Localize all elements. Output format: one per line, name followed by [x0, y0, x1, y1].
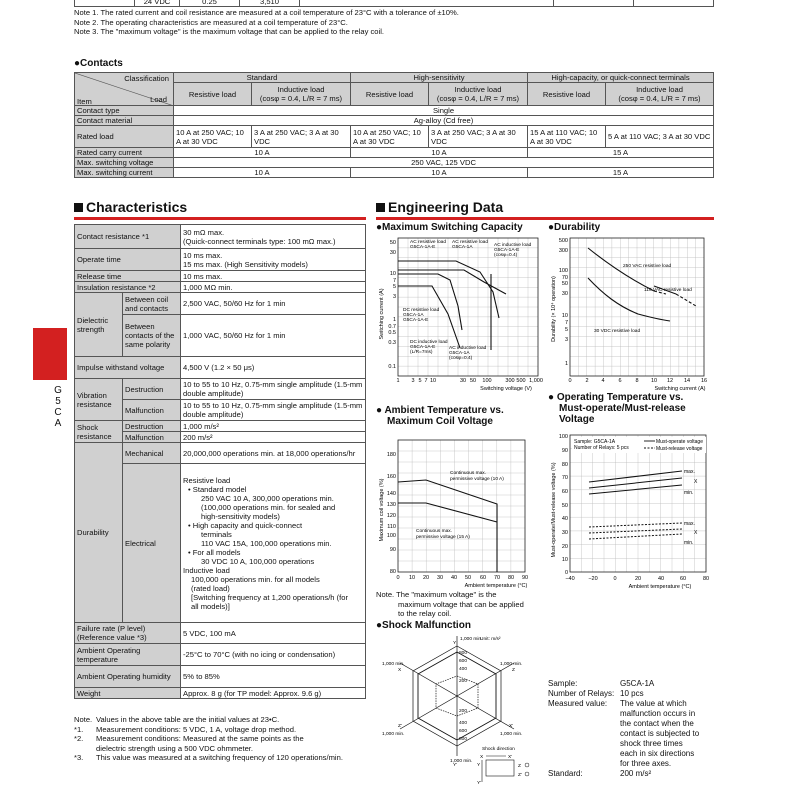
characteristics-notes — [74, 715, 374, 763]
msc-ytick: 0.1 — [388, 364, 396, 370]
dur-ytick: 10 — [561, 313, 568, 319]
shock-letter: Y — [453, 641, 457, 646]
shock-tick: 600 — [459, 729, 468, 734]
carry-hs: 10 A — [351, 148, 528, 158]
shock-tick: 400 — [459, 721, 468, 726]
char-note: *3. This value was measured at a switching frequency of 120 operations/min. — [74, 753, 343, 762]
shock-unit: Unit: m/s² — [480, 637, 501, 642]
dur-curve-30vdc — [588, 278, 670, 321]
msc-y-label: Switching current (A) — [379, 288, 385, 340]
shock-measured-label: Measured value: — [548, 699, 608, 708]
dur-xtick: 4 — [601, 378, 605, 384]
max-voltage-value: 250 VAC, 125 VDC — [174, 158, 714, 168]
dur-grid — [570, 238, 704, 376]
shock-letter: Z — [512, 668, 515, 673]
char-note: dielectric strength using a 500 VDC ohmmeter. — [96, 743, 254, 753]
msc-xtick: 5 — [418, 378, 422, 384]
op-mark: max. — [684, 469, 695, 475]
msc-ytick: 50 — [389, 240, 396, 246]
op-ytick: 80 — [561, 462, 568, 468]
char-note: Note. Values in the above table are the initial values at 23•C. — [74, 715, 280, 724]
shock-axis-label: 1,000 min. — [500, 732, 523, 737]
char-shock-destruction: Destruction — [123, 421, 181, 432]
op-sample: Sample: G5CA-1A — [574, 439, 616, 445]
shock-letter: Y' — [453, 763, 458, 768]
shock-letter: X — [398, 668, 402, 673]
shock-dir-letter: Y — [477, 763, 481, 768]
op-xtick: 80 — [702, 576, 710, 582]
shock-dir-dot-icon — [525, 763, 529, 767]
contacts-corner-cell — [75, 73, 174, 106]
msc-ytick: 0.3 — [388, 340, 396, 346]
carry-std: 10 A — [174, 148, 351, 158]
msc-annotation: AC resistive load — [410, 240, 446, 245]
char-note: *1. Measurement conditions: 5 VDC, 1 A, voltage drop method. — [74, 724, 297, 734]
header-classification: Classification — [124, 74, 169, 83]
op-legend-operate: Must-operate voltage — [656, 439, 703, 445]
char-ambient-temp-value: -25°C to 70°C (with no icing or condensation) — [181, 644, 366, 666]
amb-grid — [398, 440, 525, 572]
shock-measured-value: The value at which malfunction occurs in the contact when the contact is subjected to shock three times each in six directions for three axes. — [620, 699, 700, 768]
inductive-load-header: Inductive load (cosφ = 0.4, L/R = 7 ms) — [606, 83, 714, 106]
ambient-chart — [376, 430, 546, 590]
amb-x-label: Ambient temperature (°C) — [464, 583, 528, 589]
msc-annotation: G5CA-1A-E — [403, 318, 429, 323]
dur-ytick: 30 — [561, 291, 568, 297]
rated-load-std-ind: 3 A at 250 VAC; 3 A at 30 VDC — [252, 126, 351, 148]
shock-dir-letter: Z — [518, 764, 521, 769]
row-max-voltage: Max. switching voltage — [75, 158, 174, 168]
op-mark: min. — [684, 540, 694, 546]
dur-ytick: 3 — [564, 337, 568, 343]
char-vibration-destruction: Destruction — [123, 379, 181, 400]
shock-standard-value: 200 m/s² — [620, 769, 652, 778]
op-mark: max. — [684, 521, 695, 527]
amb-x-ticks — [396, 575, 528, 581]
dur-xtick: 14 — [683, 378, 691, 384]
op-mark: X — [694, 479, 698, 485]
shock-details — [548, 679, 718, 779]
durability-title: ●Durability — [548, 222, 601, 233]
msc-xtick: 30 — [459, 378, 467, 384]
shock-dir-letter: X — [480, 755, 484, 760]
msc-ytick: 1 — [392, 317, 396, 323]
dur-ytick: 7 — [564, 320, 568, 326]
resistive-load-header: Resistive load — [174, 83, 252, 106]
op-y-ticks — [559, 434, 568, 576]
op-ytick: 50 — [561, 503, 568, 509]
msc-ytick: 10 — [389, 271, 396, 277]
amb-xtick: 40 — [450, 575, 458, 581]
coil-table-remnant — [74, 0, 714, 7]
amb-curve-10a — [398, 480, 497, 572]
durability-chart — [548, 234, 714, 394]
amb-label: permissive voltage (15 A) — [416, 535, 470, 540]
char-shock-destruction-value: 1,000 m/s² — [181, 421, 366, 432]
shock-num-value: 10 pcs — [620, 689, 644, 698]
op-ytick: 100 — [558, 434, 568, 440]
dur-x-ticks — [568, 378, 707, 384]
msc-ytick: 3 — [392, 294, 396, 300]
msc-xtick: 300 — [505, 378, 515, 384]
op-grid — [570, 435, 706, 572]
carry-hc: 15 A — [528, 148, 714, 158]
max-current-hs: 10 A — [351, 168, 528, 178]
dur-ytick: 300 — [558, 248, 568, 254]
char-failure-rate-value: 5 VDC, 100 mA — [181, 623, 366, 644]
group-high-capacity: High-capacity, or quick-connect terminals — [528, 73, 714, 83]
char-vibration-malfunction-value: 10 to 55 to 10 Hz, 0.75-mm single amplitude (1.5-mm double amplitude) — [181, 400, 366, 421]
msc-annotation: G5CA-1A-E — [410, 245, 436, 250]
amb-ytick: 120 — [386, 513, 396, 519]
dur-label: 250 VAC resistive load — [623, 264, 672, 269]
amb-ytick: 90 — [389, 547, 396, 553]
msc-x-ticks — [396, 378, 542, 384]
dur-xtick: 10 — [650, 378, 658, 384]
msc-annotation: AC inductive load — [449, 346, 487, 351]
char-shock-malfunction-value: 200 m/s² — [181, 432, 366, 443]
char-contact-resistance: Contact resistance *1 — [75, 225, 181, 249]
msc-xtick: 1,000 — [529, 378, 543, 384]
contacts-table — [74, 72, 714, 178]
msc-y-ticks — [388, 240, 396, 370]
amb-xtick: 30 — [436, 575, 444, 581]
engineering-title: Engineering Data — [376, 199, 503, 215]
shock-dir-letter: Z' — [518, 773, 522, 778]
amb-ytick: 140 — [386, 491, 396, 497]
msc-annotations — [403, 239, 532, 361]
amb-xtick: 80 — [507, 575, 515, 581]
char-vibration: Vibration resistance — [75, 379, 123, 421]
shock-tick: 200 — [459, 679, 468, 684]
shock-dir-title: Shock direction — [482, 747, 515, 752]
top-note-3: Note 3. The "maximum voltage" is the maximum voltage that can be applied to the relay coil. — [74, 27, 384, 36]
shock-dir-letter: X' — [508, 755, 513, 760]
op-ytick: 0 — [564, 570, 568, 576]
shock-hexagons — [400, 636, 514, 756]
msc-xtick: 500 — [516, 378, 526, 384]
rated-load-std-res: 10 A at 250 VAC; 10 A at 30 VDC — [174, 126, 252, 148]
msc-annotation: G5CA-1A — [403, 313, 424, 318]
msc-xtick: 100 — [482, 378, 492, 384]
op-ytick: 40 — [561, 516, 568, 522]
op-ytick: 10 — [561, 557, 568, 563]
msc-annotation: (cosφ=0.4) — [494, 253, 518, 258]
char-note: *2. Measurement conditions: Measured at the same points as the — [74, 734, 304, 743]
msc-xtick: 10 — [429, 378, 437, 384]
msc-xtick: 3 — [411, 378, 415, 384]
characteristics-table — [74, 224, 366, 699]
msc-annotation: DC resistive load — [403, 308, 440, 313]
amb-ytick: 110 — [387, 524, 396, 530]
header-item: Item — [77, 97, 92, 106]
max-switching-chart — [376, 234, 546, 394]
op-mark: min. — [684, 490, 694, 496]
amb-ytick: 100 — [386, 533, 396, 539]
msc-annotation: AC inductive load — [494, 243, 532, 248]
shock-tick: 600 — [459, 659, 468, 664]
char-operate-time: Operate time — [75, 249, 181, 271]
shock-num-label: Number of Relays: — [548, 689, 615, 698]
dur-label: 30 VDC resistive load — [594, 329, 641, 334]
char-dielectric: Dielectric strength — [75, 293, 123, 357]
msc-ytick: 0.5 — [388, 330, 396, 336]
dur-labels — [594, 263, 692, 334]
char-dielectric-coil-value: 2,500 VAC, 50/60 Hz for 1 min — [181, 293, 366, 315]
rated-load-hc-res: 15 A at 110 VAC; 10 A at 30 VDC — [528, 126, 606, 148]
op-ytick: 20 — [561, 544, 568, 550]
char-insulation: Insulation resistance *2 — [75, 282, 181, 293]
resistive-load-header: Resistive load — [528, 83, 606, 106]
char-release-time: Release time — [75, 271, 181, 282]
char-insulation-value: 1,000 MΩ min. — [181, 282, 366, 293]
rated-load-hs-ind: 3 A at 250 VAC; 3 A at 30 VDC — [429, 126, 528, 148]
msc-annotation: AC resistive load — [452, 240, 488, 245]
row-rated-load: Rated load — [75, 126, 174, 148]
op-y-label: Must-operate/Must-release voltage (%) — [551, 462, 557, 558]
characteristics-title: Characteristics — [74, 199, 187, 215]
group-standard: Standard — [174, 73, 351, 83]
amb-ytick: 130 — [386, 502, 396, 508]
char-vibration-malfunction: Malfunction — [123, 400, 181, 421]
char-shock-malfunction: Malfunction — [123, 432, 181, 443]
amb-xtick: 0 — [396, 575, 400, 581]
amb-y-ticks — [387, 452, 396, 575]
amb-xtick: 90 — [521, 575, 529, 581]
char-durability-electrical-value: Resistive load • Standard model 250 VAC 10 A, 300,000 operations min. (100,000 operations min. for sealed and high-sensitivity models) • High capacity and quick-connect terminals 110 VAC 15A, 100,000 operations min. • For all models 30 VDC 10 A, 100,000 operations Inductive load 100,000 operations min. for all models (rated load) [Switching frequency at 1,200 operations/h (for all models)] — [181, 464, 366, 623]
op-xtick: −40 — [565, 576, 575, 582]
contact-material-value: Ag-alloy (Cd free) — [174, 116, 714, 126]
rated-load-hs-res: 10 A at 250 VAC; 10 A at 30 VDC — [351, 126, 429, 148]
msc-annotation: G5CA-1A — [449, 351, 470, 356]
dur-curve-250vac — [588, 248, 654, 291]
shock-title: ●Shock Malfunction — [376, 620, 471, 631]
shock-direction — [477, 746, 529, 786]
op-nrelays: Number of Relays: 5 pcs — [574, 445, 629, 451]
op-operate-max — [589, 471, 682, 482]
operating-chart — [548, 430, 714, 590]
inductive-load-header: Inductive load (cosφ = 0.4, L/R = 7 ms) — [252, 83, 351, 106]
dur-y-label: Durability (× 10⁴ operation) — [551, 276, 557, 342]
msc-annotation: (cosφ=0.4) — [449, 356, 473, 361]
shock-letter: Z' — [398, 724, 402, 729]
op-ytick: 90 — [561, 448, 568, 454]
char-dielectric-contacts: Between contacts of the same polarity — [123, 315, 181, 357]
header-load: Load — [150, 95, 167, 104]
op-release-min — [589, 534, 682, 539]
amb-y-label: Maximum coil voltage (%) — [379, 478, 385, 542]
contacts-title: ●Contacts — [74, 58, 123, 69]
shock-axis-label: 1,000 min. — [382, 662, 405, 667]
char-durability-mechanical: Mechanical — [123, 443, 181, 464]
op-xtick: 0 — [613, 576, 617, 582]
msc-annotation: G5CA-1A-E — [494, 248, 520, 253]
ambient-note: Note. The "maximum voltage" is the maximum voltage that can be applied to the relay coil. — [376, 590, 524, 618]
dur-xtick: 8 — [635, 378, 639, 384]
char-shock: Shock resistance — [75, 421, 123, 443]
char-impulse-value: 4,500 V (1.2 × 50 μs) — [181, 357, 366, 379]
shock-axis-label: 1,000 min. — [382, 732, 405, 737]
max-current-hc: 15 A — [528, 168, 714, 178]
dur-ytick: 70 — [561, 275, 568, 281]
msc-x-label: Switching voltage (V) — [480, 386, 532, 392]
engineering-rule — [376, 217, 714, 220]
amb-xtick: 50 — [464, 575, 472, 581]
coil-resistance: 3,510 — [240, 0, 300, 7]
char-durability-electrical: Electrical — [123, 464, 181, 623]
op-x-ticks — [565, 576, 709, 582]
char-ambient-humidity: Ambient Operating humidity — [75, 666, 181, 688]
amb-labels — [416, 470, 504, 540]
op-mark: X — [694, 530, 698, 536]
msc-annotation: DC inductive load — [410, 340, 448, 345]
char-durability-mechanical-value: 20,000,000 operations min. at 18,000 operations/hr — [181, 443, 366, 464]
shock-axis-label: 1,000 min. — [450, 759, 473, 764]
amb-label: Continuous max. — [416, 529, 452, 534]
dur-xtick: 0 — [568, 378, 572, 384]
dur-y-ticks — [559, 238, 568, 367]
shock-letter: X' — [509, 724, 514, 729]
rated-load-hc-ind: 5 A at 110 VAC; 3 A at 30 VDC — [606, 126, 714, 148]
amb-xtick: 60 — [479, 575, 487, 581]
side-tab-label: G 5 C A — [54, 385, 62, 429]
top-note-2: Note 2. The operating characteristics are measured at a coil temperature of 23°C. — [74, 17, 348, 27]
dur-label: 110 VAC resistive load — [644, 288, 692, 293]
op-marks — [684, 469, 698, 546]
dur-xtick: 6 — [618, 378, 622, 384]
char-weight: Weight — [75, 688, 181, 699]
msc-annotation: G5CA-1A-E — [410, 345, 436, 350]
shock-tick: 800 — [459, 651, 468, 656]
shock-axis-label: 1,000 min. — [500, 662, 523, 667]
dur-ytick: 50 — [561, 281, 568, 287]
char-weight-value: Approx. 8 g (for TP model: Approx. 9.6 g) — [181, 688, 366, 699]
shock-relay-box — [486, 760, 514, 776]
msc-ytick: 0.7 — [388, 324, 396, 330]
dur-curves — [588, 248, 696, 321]
shock-dir-letter: Y' — [477, 781, 482, 786]
row-contact-material: Contact material — [75, 116, 174, 126]
shock-diagram — [376, 632, 546, 790]
op-xtick: −20 — [588, 576, 598, 582]
shock-standard-label: Standard: — [548, 769, 583, 778]
dur-xtick: 16 — [700, 378, 708, 384]
op-legend-release: Must-release voltage — [656, 446, 703, 452]
dur-ytick: 100 — [558, 268, 568, 274]
amb-xtick: 10 — [408, 575, 416, 581]
char-ambient-temp: Ambient Operating temperature — [75, 644, 181, 666]
char-ambient-humidity-value: 5% to 85% — [181, 666, 366, 688]
op-release-max — [589, 523, 682, 527]
side-tab — [33, 328, 67, 380]
char-dielectric-coil: Between coil and contacts — [123, 293, 181, 315]
char-failure-rate: Failure rate (P level) (Reference value *3) — [75, 623, 181, 644]
char-contact-resistance-value: 30 mΩ max. (Quick-connect terminals type: 100 mΩ max.) — [181, 225, 366, 249]
max-switching-title: ●Maximum Switching Capacity — [376, 222, 523, 233]
group-high-sensitivity: High-sensitivity — [351, 73, 528, 83]
inductive-load-header: Inductive load (cosφ = 0.4, L/R = 7 ms) — [429, 83, 528, 106]
operating-title: ● Operating Temperature vs. Must-operate/Must-release Voltage — [548, 392, 686, 425]
amb-curves — [398, 480, 497, 572]
row-contact-type: Contact type — [75, 106, 174, 116]
dur-ytick: 1 — [564, 361, 568, 367]
char-operate-time-value: 10 ms max. 15 ms max. (High Sensitivity models) — [181, 249, 366, 271]
resistive-load-header: Resistive load — [351, 83, 429, 106]
op-ytick: 30 — [561, 530, 568, 536]
ambient-title: ● Ambient Temperature vs. Maximum Coil Voltage — [376, 405, 504, 427]
characteristics-rule — [74, 217, 366, 220]
amb-xtick: 20 — [422, 575, 430, 581]
dur-x-label: Switching current (A) — [654, 386, 706, 392]
shock-tick: 400 — [459, 667, 468, 672]
msc-ytick: 7 — [392, 278, 396, 284]
amb-label: permissive voltage (10 A) — [450, 477, 504, 482]
shock-sample-label: Sample: — [548, 679, 578, 688]
dur-ytick: 500 — [558, 238, 568, 244]
char-impulse: Impulse withstand voltage — [75, 357, 181, 379]
amb-ytick: 160 — [386, 474, 396, 480]
op-curves — [589, 471, 682, 539]
amb-ytick: 180 — [386, 452, 396, 458]
op-ytick: 70 — [561, 475, 568, 481]
msc-xtick: 1 — [396, 378, 400, 384]
msc-annotation: (L/R=7ms) — [410, 350, 433, 355]
top-note-1: Note 1. The rated current and coil resistance are measured at a coil temperature of 23°C with a tolerance of ±10%. — [74, 8, 459, 17]
amb-ytick: 80 — [389, 569, 396, 575]
char-dielectric-contacts-value: 1,000 VAC, 50/60 Hz for 1 min — [181, 315, 366, 357]
op-xtick: 20 — [634, 576, 642, 582]
msc-xtick: 50 — [469, 378, 477, 384]
shock-tick: 800 — [459, 737, 468, 742]
dur-xtick: 12 — [666, 378, 674, 384]
shock-axis-label: 1,000 min. — [460, 637, 483, 642]
msc-xtick: 7 — [424, 378, 428, 384]
op-ytick: 60 — [561, 489, 568, 495]
dur-ytick: 5 — [564, 327, 568, 333]
char-vibration-destruction-value: 10 to 55 to 10 Hz, 0.75-mm single amplitude (1.5-mm double amplitude) — [181, 379, 366, 400]
char-release-time-value: 10 ms max. — [181, 271, 366, 282]
top-notes — [74, 8, 459, 37]
shock-tick: 200 — [459, 709, 468, 714]
shock-sample-value: G5CA-1A — [620, 679, 655, 688]
amb-label: Continuous max. — [450, 471, 486, 476]
msc-annotation: G5CA-1A — [452, 245, 473, 250]
op-xtick: 40 — [657, 576, 665, 582]
msc-ytick: 5 — [392, 284, 396, 290]
max-current-std: 10 A — [174, 168, 351, 178]
shock-dir-cross-icon — [525, 772, 529, 776]
row-max-current: Max. switching current — [75, 168, 174, 178]
char-durability: Durability — [75, 443, 123, 623]
row-rated-carry: Rated carry current — [75, 148, 174, 158]
coil-rated-current: 0.25 — [180, 0, 240, 7]
op-x-label: Ambient temperature (°C) — [628, 584, 692, 590]
coil-rated-voltage: 24 VDC — [135, 0, 180, 7]
op-xtick: 60 — [679, 576, 687, 582]
amb-xtick: 70 — [493, 575, 501, 581]
contact-type-value: Single — [174, 106, 714, 116]
msc-ytick: 30 — [389, 250, 396, 256]
dur-xtick: 2 — [585, 378, 589, 384]
